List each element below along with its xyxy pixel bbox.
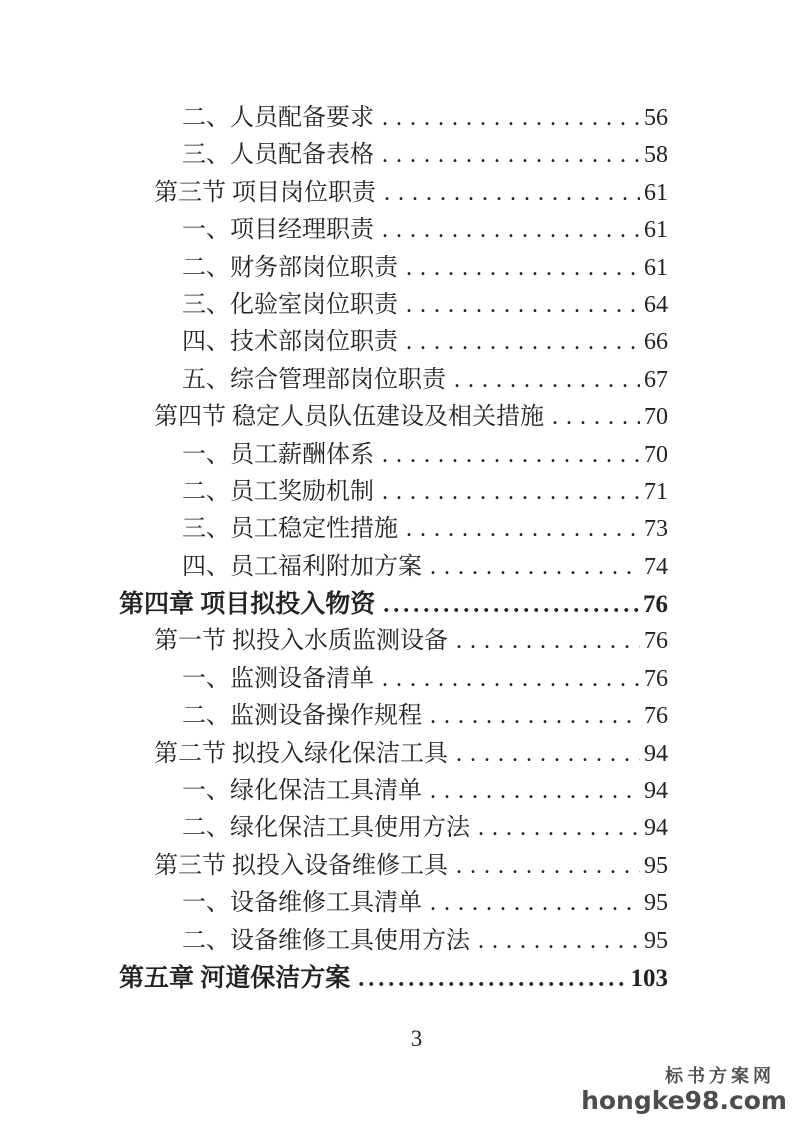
toc-entry-title: 第二节 拟投入绿化保洁工具 (154, 740, 448, 767)
toc-entry-page: 103 (630, 964, 668, 992)
toc-entry (119, 810, 668, 847)
toc-dot-leader (552, 399, 640, 436)
toc-dot-leader (456, 848, 640, 885)
toc-list (119, 100, 668, 997)
toc-entry-page: 76 (644, 703, 668, 730)
toc-entry (119, 250, 668, 287)
toc-entry-page: 73 (644, 516, 668, 543)
toc-entry (119, 100, 668, 137)
toc-entry (119, 736, 668, 773)
toc-entry-title: 二、员工奖励机制 (182, 478, 374, 505)
toc-entry-title: 二、人员配备要求 (182, 105, 374, 131)
toc-entry (119, 698, 668, 735)
toc-entry-page: 94 (644, 740, 668, 767)
watermark-domain-text: hongke98.com (581, 1086, 787, 1115)
toc-entry-page: 61 (644, 179, 668, 206)
toc-dot-leader (383, 586, 639, 624)
toc-entry (119, 511, 668, 548)
toc-entry-title: 四、员工福利附加方案 (182, 553, 422, 580)
toc-entry-page: 70 (644, 441, 668, 468)
toc-entry (119, 399, 668, 436)
toc-entry-title: 四、技术部岗位职责 (182, 329, 398, 356)
toc-dot-leader (382, 661, 640, 698)
toc-entry (119, 437, 668, 474)
toc-entry (119, 324, 668, 361)
toc-entry-title: 三、人员配备表格 (182, 142, 374, 169)
toc-entry-page: 56 (644, 105, 668, 131)
toc-entry (119, 549, 668, 586)
toc-dot-leader (382, 437, 640, 474)
toc-entry-page: 61 (644, 254, 668, 281)
toc-entry-title: 一、员工薪酬体系 (182, 441, 374, 468)
toc-dot-leader (382, 137, 640, 174)
toc-entry-title: 一、设备维修工具清单 (182, 890, 422, 917)
toc-entry-title: 三、员工稳定性措施 (182, 516, 398, 543)
toc-dot-leader (358, 960, 626, 998)
toc-entry-title: 五、综合管理部岗位职责 (182, 366, 446, 393)
toc-entry-page: 76 (644, 628, 668, 655)
toc-entry (119, 661, 668, 698)
page-number: 3 (410, 1026, 423, 1051)
toc-entry-title: 第一节 拟投入水质监测设备 (154, 628, 448, 655)
toc-dot-leader (454, 362, 640, 399)
toc-entry-title: 三、化验室岗位职责 (182, 291, 398, 318)
toc-entry (119, 885, 668, 922)
toc-entry (119, 175, 668, 212)
toc-entry-page: 76 (643, 591, 668, 619)
toc-entry (119, 474, 668, 511)
toc-dot-leader (478, 923, 640, 960)
toc-entry-page: 95 (644, 927, 668, 954)
toc-entry (119, 623, 668, 660)
toc-dot-leader (406, 250, 640, 287)
toc-entry (119, 923, 668, 960)
toc-entry-page: 76 (644, 665, 668, 692)
toc-entry-title: 一、绿化保洁工具清单 (182, 778, 422, 805)
toc-dot-leader (456, 736, 640, 773)
toc-dot-leader (382, 474, 640, 511)
toc-entry (119, 773, 668, 810)
toc-entry-page: 95 (644, 890, 668, 917)
toc-entry-page: 66 (644, 329, 668, 356)
toc-entry-title: 第三节 拟投入设备维修工具 (154, 852, 448, 879)
toc-entry-page: 74 (644, 553, 668, 580)
toc-entry (119, 848, 668, 885)
toc-entry-title: 二、财务部岗位职责 (182, 254, 398, 281)
toc-entry-title: 一、监测设备清单 (182, 665, 374, 692)
toc-entry-title: 一、项目经理职责 (182, 217, 374, 244)
toc-entry-page: 70 (644, 404, 668, 431)
toc-dot-leader (430, 698, 640, 735)
toc-entry-title: 第五章 河道保洁方案 (119, 964, 351, 992)
toc-entry-page: 95 (644, 852, 668, 879)
toc-entry-page: 71 (644, 478, 668, 505)
watermark-site-name: 标书方案网 (665, 1066, 775, 1087)
toc-entry-page: 64 (644, 291, 668, 318)
toc-dot-leader (478, 810, 640, 847)
toc-entry-title: 第四章 项目拟投入物资 (119, 591, 376, 619)
toc-entry-title: 二、监测设备操作规程 (182, 703, 422, 730)
toc-entry-page: 67 (644, 366, 668, 393)
toc-dot-leader (382, 212, 640, 249)
toc-dot-leader (456, 623, 640, 660)
toc-entry-page: 61 (644, 217, 668, 244)
toc-dot-leader (406, 324, 640, 361)
toc-dot-leader (406, 287, 640, 324)
toc-dot-leader (430, 549, 640, 586)
toc-entry-page: 94 (644, 778, 668, 805)
toc-entry (119, 362, 668, 399)
toc-entry (119, 586, 668, 623)
toc-entry-title: 第四节 稳定人员队伍建设及相关措施 (154, 404, 544, 431)
toc-entry-title: 二、绿化保洁工具使用方法 (182, 815, 470, 842)
toc-dot-leader (384, 175, 640, 212)
toc-entry-title: 二、设备维修工具使用方法 (182, 927, 470, 954)
toc-entry (119, 287, 668, 324)
toc-entry-title: 第三节 项目岗位职责 (154, 179, 376, 206)
toc-dot-leader (430, 773, 640, 810)
toc-entry (119, 212, 668, 249)
toc-entry-page: 94 (644, 815, 668, 842)
toc-dot-leader (430, 885, 640, 922)
toc-entry (119, 137, 668, 174)
toc-entry-page: 58 (644, 142, 668, 169)
toc-dot-leader (406, 511, 640, 548)
toc-dot-leader (382, 100, 640, 137)
toc-entry (119, 960, 668, 997)
watermark (581, 1066, 787, 1114)
